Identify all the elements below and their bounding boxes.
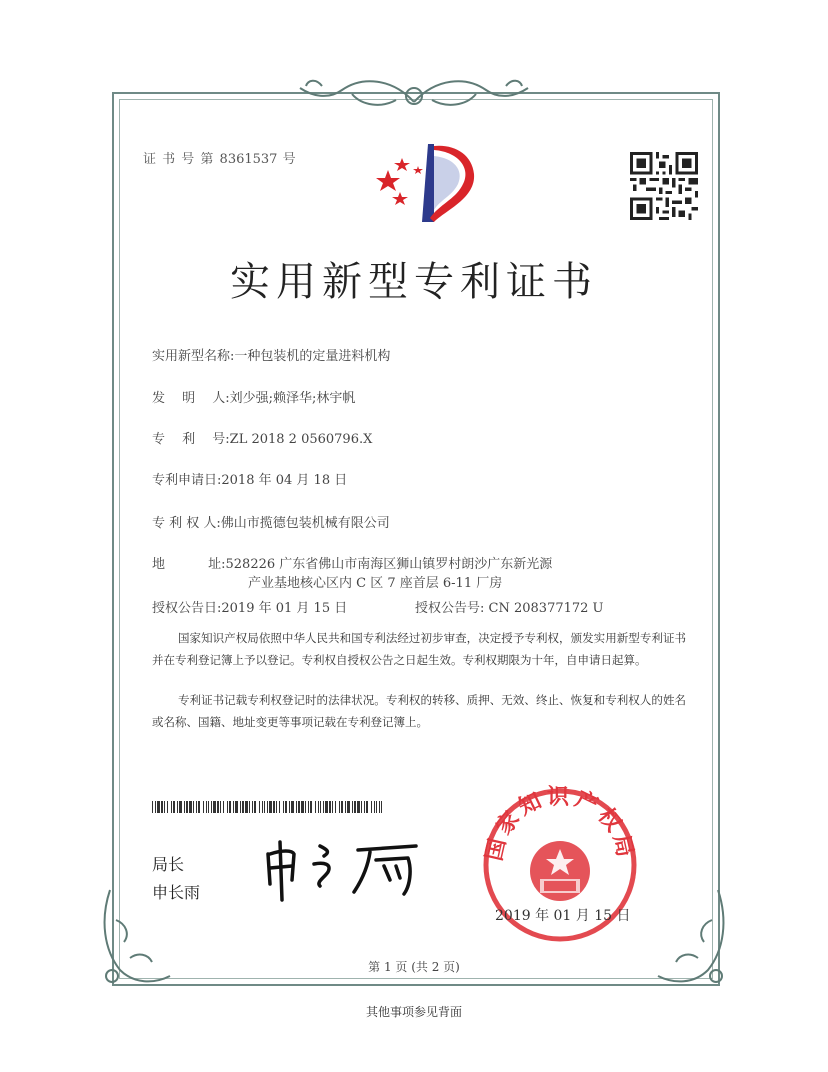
grant-date-row: [152, 597, 347, 616]
patent-number-row: [152, 428, 372, 447]
patentee-row: [152, 512, 390, 531]
application-date-row: [152, 469, 347, 488]
patent-number-value: ZL 2018 2 0560796.X: [229, 432, 373, 447]
inventor-value: 刘少强;赖泽华;林宇帆: [229, 391, 356, 406]
seal-date: 2019 年 01 月 15 日: [495, 908, 631, 924]
certificate-number: [143, 148, 297, 167]
page-number: 第 1 页 (共 2 页): [368, 960, 460, 974]
application-date-value: 2018 年 04 月 18 日: [221, 473, 348, 488]
signatory-title: 局长: [152, 855, 185, 874]
patent-number-label: 专 利 号:: [152, 432, 230, 447]
grant-number-value: CN 208377172 U: [488, 601, 604, 616]
grant-date-value: 2019 年 01 月 15 日: [221, 601, 348, 616]
utility-model-name-row: [152, 345, 390, 364]
grant-date-label: 授权公告日:: [152, 601, 222, 616]
certificate-number-label: 证 书 号 第: [143, 152, 215, 167]
signatory-name: 申长雨: [152, 883, 201, 902]
application-date-label: 专利申请日:: [152, 473, 222, 488]
certificate-title: 实用新型专利证书: [230, 259, 598, 305]
address-row: [152, 553, 552, 572]
patentee-label: 专 利 权 人:: [152, 516, 221, 531]
statement-paragraph-2: 专利证书记载专利权登记时的法律状况。专利权的转移、质押、无效、终止、恢复和专利权人的姓名或名称、国籍、地址变更等事项记载在专利登记簿上。: [152, 693, 686, 729]
patent-logo-icon: [370, 140, 480, 230]
top-ornament-icon: [292, 72, 536, 118]
certificate-number-suffix: 号: [282, 152, 297, 167]
address-line-2: 产业基地核心区内 C 区 7 座首层 6-11 厂房: [248, 576, 503, 591]
inventor-label: 发 明 人:: [152, 391, 230, 406]
utility-model-name-label: 实用新型名称:: [152, 349, 235, 364]
statement-paragraph-1: 国家知识产权局依照中华人民共和国专利法经过初步审查，决定授予专利权，颁发实用新型专利证书并在专利登记簿上予以登记。专利权自授权公告之日起生效。专利权期限为十年，自申请日起算。: [152, 631, 686, 667]
grant-number-row: [415, 597, 604, 616]
address-label: 地 址:: [152, 557, 226, 572]
barcode-icon: [152, 801, 382, 813]
handwritten-signature-icon: [258, 836, 426, 904]
svg-text:国家知识产权局: 国家知识产权局: [482, 785, 638, 864]
address-line-1: 528226 广东省佛山市南海区狮山镇罗村朗沙广东新光源: [225, 557, 553, 572]
certificate-number-value: 8361537: [219, 152, 278, 167]
footer-note: 其他事项参见背面: [365, 1005, 462, 1019]
patentee-value: 佛山市揽德包装机械有限公司: [220, 516, 390, 531]
inventor-row: [152, 387, 355, 406]
grant-number-label: 授权公告号:: [415, 601, 485, 616]
qr-code-icon: [630, 152, 698, 220]
utility-model-name-value: 一种包装机的定量进料机构: [234, 349, 391, 364]
